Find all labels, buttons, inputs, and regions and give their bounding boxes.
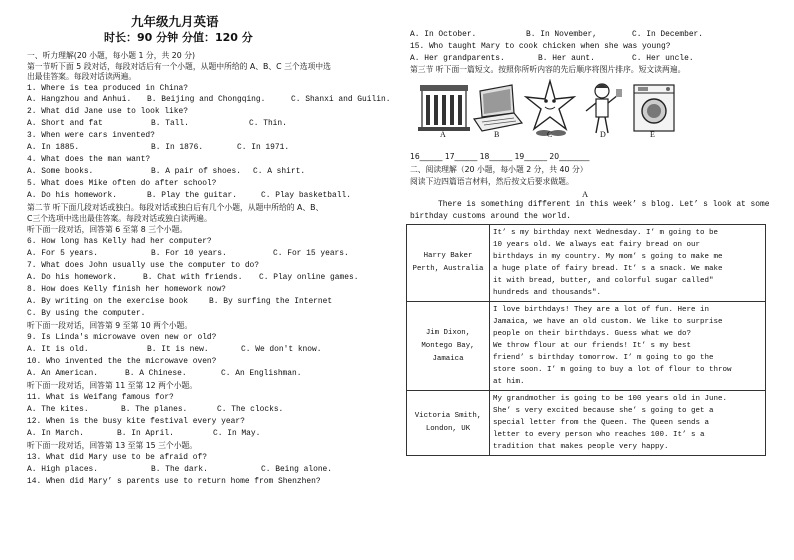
picture-label-e: E — [650, 130, 655, 139]
question-4: 4. What does the man want? — [27, 155, 151, 164]
option-5b: B. Play the guitar. — [147, 191, 237, 200]
question-11: 11. What is Weifang famous for? — [27, 393, 174, 402]
passage-intro-cont: birthday customs around the world. — [410, 212, 571, 221]
option-9c: C. We don't know. — [241, 345, 322, 354]
page-subtitle: 时长：90 分钟 分值：120 分 — [104, 31, 253, 44]
dialogue-2-note: 听下面一段对话，回答第 9 至第 10 两个小题。 — [27, 321, 193, 330]
question-13: 13. What did Mary use to be afraid of? — [27, 453, 207, 462]
question-1: 1. Where is tea produced in China? — [27, 84, 188, 93]
post-line: tradition that makes people very happy. — [493, 443, 669, 451]
option-13c: C. Being alone. — [261, 465, 333, 474]
option-3a: A. In 1885. — [27, 143, 80, 152]
passage-intro: There is something different in this week’ s blog. Let’ s look at some — [438, 200, 770, 209]
question-5: 5. What does Mike often do after school? — [27, 179, 217, 188]
dialogue-4-note: 听下面一段对话，回答第 13 至第 15 三个小题。 — [27, 441, 198, 450]
question-10: 10. Who invented the the microwave oven? — [27, 357, 217, 366]
post-line: It’ s my birthday next Wednesday. I’ m going to be — [493, 229, 719, 237]
option-7c: C. Play online games. — [259, 273, 359, 282]
answer-blanks: 16______ 17______ 18______ 19______ 20________ — [410, 152, 590, 161]
birthday-blog-table — [406, 224, 766, 456]
dialogue-1-note: 听下面一段对话，回答第 6 至第 8 三个小题。 — [27, 225, 188, 234]
dialogue-3-note: 听下面一段对话，回答第 11 至第 12 两个小题。 — [27, 381, 198, 390]
option-14b: B. In November, — [526, 30, 598, 39]
section1-title-cont: 出最佳答案。每段对话读两遍。 — [27, 72, 137, 81]
option-1a: A. Hangzhou and Anhui. — [27, 95, 132, 104]
option-8c: C. By using the computer. — [27, 309, 146, 318]
option-10b: B. A Chinese. — [125, 369, 187, 378]
option-12c: C. In May. — [213, 429, 261, 438]
option-9b: B. It is new. — [147, 345, 209, 354]
author-name: Jim Dixon, — [425, 328, 471, 337]
post-cell — [490, 302, 766, 391]
option-4a: A. Some books. — [27, 167, 94, 176]
option-6a: A. For 5 years. — [27, 249, 99, 258]
option-7a: A. Do his homework. — [27, 273, 117, 282]
option-10c: C. An Englishman. — [221, 369, 302, 378]
section1-title: 第一节听下面 5 段对话，每段对话后有一个小题，从题中所给的 A、B、C 三个选项中选 — [27, 62, 331, 71]
question-15: 15. Who taught Mary to cook chicken when she was young? — [410, 42, 671, 51]
table-row — [407, 302, 766, 391]
post-line: store soon. I’ m going to buy a lot of flour to throw — [493, 366, 732, 374]
question-6: 6. How long has Kelly had her computer? — [27, 237, 212, 246]
option-13b: B. The dark. — [151, 465, 208, 474]
author-location: Montego Bay, — [421, 341, 475, 350]
picture-label-b: B — [494, 130, 500, 139]
option-14a: A. In October. — [410, 30, 477, 39]
post-line: I love birthdays! They are a lot of fun. Here in — [493, 306, 710, 314]
option-4c: C. A shirt. — [253, 167, 306, 176]
picture-label-c: C — [547, 130, 553, 139]
option-6c: C. For 15 years. — [273, 249, 349, 258]
question-8: 8. How does Kelly finish her homework now? — [27, 285, 226, 294]
post-line: She’ s very excited because she’ s going to get a — [493, 407, 714, 415]
question-14: 14. When did Mary’ s parents use to return home from Shenzhen? — [27, 477, 321, 486]
picture-label-d: D — [600, 130, 606, 139]
option-2b: B. Tall. — [151, 119, 189, 128]
option-11c: C. The clocks. — [217, 405, 284, 414]
picture-label-a: A — [440, 130, 446, 139]
option-7b: B. Chat with friends. — [143, 273, 243, 282]
section3-title: 第三节 听下面一篇短文。按照你所听内容的先后顺序将图片排序。短文读两遍。 — [410, 65, 686, 74]
option-9a: A. It is old. — [27, 345, 89, 354]
question-2: 2. What did Jane use to look like? — [27, 107, 188, 116]
post-cell — [490, 391, 766, 456]
option-3c: C. In 1971. — [237, 143, 290, 152]
post-cell — [490, 225, 766, 302]
question-12: 12. When is the busy kite festival every year? — [27, 417, 245, 426]
post-line: special letter from the Queen. The Queen sends a — [493, 419, 710, 427]
option-1c: C. Shanxi and Guilin. — [291, 95, 391, 104]
option-15a: A. Her grandparents. — [410, 54, 505, 63]
table-row — [407, 391, 766, 456]
option-1b: B. Beijing and Chongqing. — [147, 95, 266, 104]
question-9: 9. Is Linda's microwave oven new or old? — [27, 333, 217, 342]
table-row — [407, 225, 766, 302]
listening-heading: 一、听力理解(20 小题，每小题 1 分，共 20 分) — [27, 51, 196, 60]
question-7: 7. What does John usually use the computer to do? — [27, 261, 260, 270]
author-location: London, UK — [425, 425, 471, 433]
post-line: We throw flour at our friends! It’ s my best — [493, 342, 692, 350]
post-line: hundreds and thousands". — [493, 289, 602, 297]
post-line: it with bread, butter, and colorful sugar called" — [493, 277, 714, 285]
option-12a: A. In March. — [27, 429, 84, 438]
option-11b: B. The planes. — [121, 405, 188, 414]
option-5c: C. Play basketball. — [261, 191, 351, 200]
post-line: birthdays in my country. My mom’ s going to make me — [493, 253, 723, 261]
post-line: a huge plate of fairy bread. It’ s a snack. We make — [493, 265, 723, 273]
author-name: Harry Baker — [423, 252, 473, 260]
option-14c: C. In December. — [632, 30, 704, 39]
post-line: 10 years old. We always eat fairy bread on our — [493, 241, 701, 249]
post-line: Jamaica, we have an old custom. We like to surprise — [493, 318, 723, 326]
reading-heading: 二、阅读理解（20 小题，每小题 2 分，共 40 分） — [410, 165, 588, 174]
option-10a: A. An American. — [27, 369, 99, 378]
page-title: 九年级九月英语 — [131, 14, 219, 29]
author-location: Perth, Australia — [412, 265, 484, 273]
passage-label: A — [582, 189, 589, 199]
option-13a: A. High places. — [27, 465, 99, 474]
option-15b: B. Her aunt. — [538, 54, 595, 63]
option-8a: A. By writing on the exercise book — [27, 297, 188, 306]
option-6b: B. For 10 years. — [151, 249, 227, 258]
author-cell — [407, 391, 490, 456]
author-cell — [407, 225, 490, 302]
section2-title: 第二节 听下面几段对话或独白。每段对话或独白后有几个小题，从题中所给的 A、B、 — [27, 203, 324, 212]
post-line: at him. — [493, 378, 525, 386]
option-15c: C. Her uncle. — [632, 54, 694, 63]
option-3b: B. In 1876. — [151, 143, 204, 152]
option-8b: B. By surfing the Internet — [209, 297, 333, 306]
option-2c: C. Thin. — [249, 119, 287, 128]
option-12b: B. In April. — [117, 429, 174, 438]
author-country: Jamaica — [432, 354, 464, 363]
section2-title-cont: C三个选项中选出最佳答案。每段对话或独白读两遍。 — [27, 214, 212, 223]
post-line: letter to every person who reaches 100. It’ s a — [493, 431, 705, 439]
post-line: My grandmother is going to be 100 years old in June. — [493, 395, 728, 403]
author-name: Victoria Smith, — [414, 412, 482, 420]
option-5a: A. Do his homework. — [27, 191, 117, 200]
question-3: 3. When were cars invented? — [27, 131, 155, 140]
post-line: people on their birthdays. Guess what we do? — [493, 330, 692, 338]
option-11a: A. The kites. — [27, 405, 89, 414]
author-cell — [407, 302, 490, 391]
option-2a: A. Short and fat — [27, 119, 103, 128]
option-4b: B. A pair of shoes. — [151, 167, 241, 176]
post-line: friend’ s birthday tomorrow. I’ m going to go the — [493, 354, 714, 362]
reading-instruction: 阅读下边四篇语言材料，然后按文后要求做题。 — [410, 177, 574, 186]
